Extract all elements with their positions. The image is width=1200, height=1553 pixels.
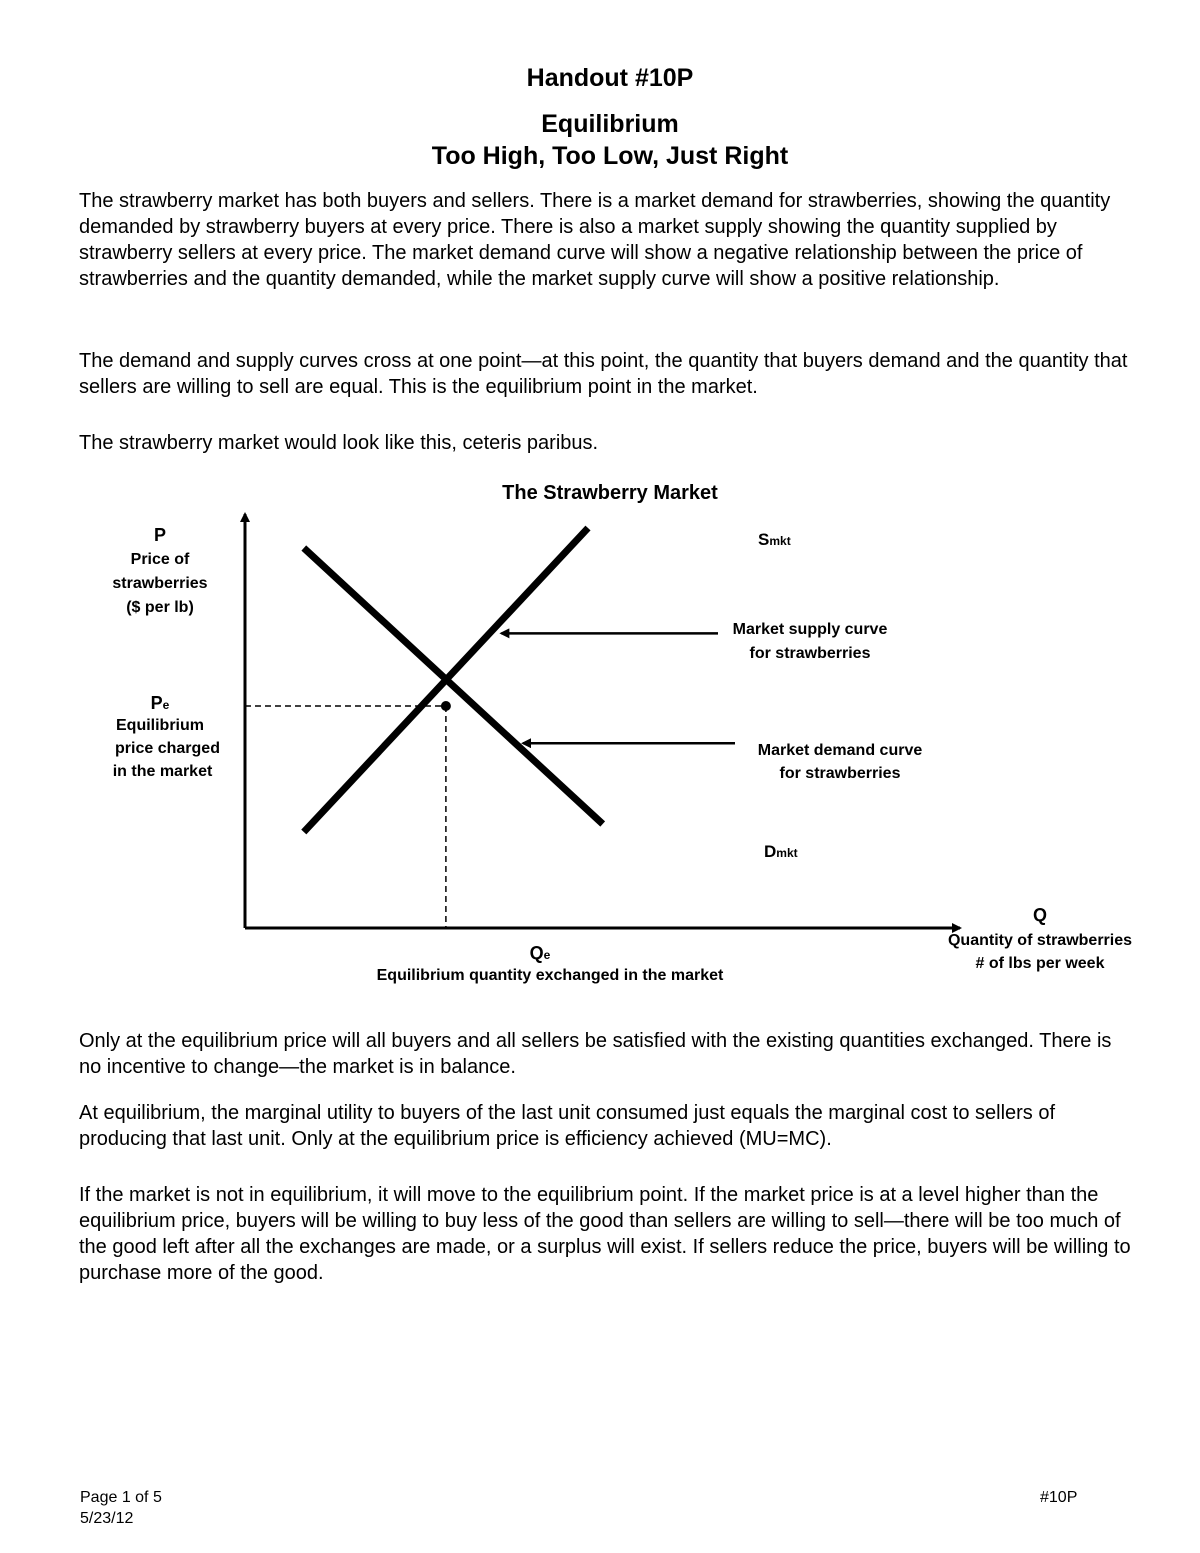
x-axis-symbol: Q	[1032, 905, 1047, 925]
paragraph-balance: Only at the equilibrium price will all buyers and all sellers be satisfied with the existing quantities exchanged. There is no incentive to change—the market is in balance.	[79, 1030, 1112, 1078]
handout-number: Handout #10P	[526, 64, 694, 92]
price-eq-main: P	[150, 693, 163, 713]
y-axis-label-2: strawberries	[112, 575, 208, 592]
x-axis-label-2: # of lbs per week	[975, 955, 1105, 972]
page-title: Equilibrium	[541, 110, 679, 138]
supply-curve-sub: mkt	[769, 534, 791, 548]
supply-annotation-1: Market supply curve	[732, 621, 888, 638]
price-eq-label-2: price charged	[115, 740, 220, 757]
equilibrium-point	[441, 701, 451, 711]
demand-curve-main: D	[764, 842, 777, 861]
y-axis-label-3: ($ per lb)	[126, 599, 194, 616]
demand-annotation-1: Market demand curve	[757, 742, 923, 759]
demand-curve-sub: mkt	[776, 846, 798, 860]
chart-title: The Strawberry Market	[502, 482, 718, 504]
paragraph-crossing: The demand and supply curves cross at one point—at this point, the quantity that buyers demand and the quantity that sellers are willing to sell are equal. This is the equilibrium point in the market.	[79, 350, 1128, 398]
paragraph-disequilibrium: If the market is not in equilibrium, it will move to the equilibrium point. If the market price is at a level higher than the equilibrium price, buyers will be willing to buy less of the good than sellers are willing to sell—there will be too much of the good left after all the exchanges are made, or a surplus will exist. If sellers reduce the price, buyers will be willing to purchase more of the good.	[79, 1184, 1131, 1284]
qty-eq-sub: e	[543, 948, 551, 962]
paragraph-efficiency: At equilibrium, the marginal utility to buyers of the last unit consumed just equals the marginal cost to sellers of producing that last unit. Only at the equilibrium price is efficiency achieved (MU=MC).	[79, 1102, 1056, 1150]
paragraph-intro: The strawberry market has both buyers and sellers. There is a market demand for strawberries, showing the quantity demanded by strawberry buyers at every price. There is also a market supply showing the quantity supplied by strawberry sellers at every price. The market demand curve will show a negative relationship between the price of strawberries and the quantity demanded, while the market supply curve will show a positive relationship.	[79, 190, 1111, 290]
price-eq-sub: e	[162, 698, 170, 712]
qty-eq-label: Equilibrium quantity exchanged in the market	[376, 967, 724, 984]
page-subtitle: Too High, Too Low, Just Right	[431, 142, 789, 170]
y-axis-symbol: P	[153, 525, 166, 545]
page-number: Page 1 of 5	[80, 1489, 162, 1506]
x-axis-label-1: Quantity of strawberries	[947, 932, 1133, 949]
paragraph-ceteris: The strawberry market would look like this, ceteris paribus.	[79, 432, 599, 454]
price-eq-label-3: in the market	[112, 763, 213, 780]
qty-eq-main: Q	[529, 943, 544, 963]
footer-date: 5/23/12	[80, 1510, 134, 1527]
supply-curve-main: S	[758, 530, 770, 549]
y-axis-label-1: Price of	[130, 551, 190, 568]
price-eq-label-1: Equilibrium	[116, 717, 204, 734]
supply-annotation-2: for strawberries	[749, 645, 871, 662]
demand-annotation-2: for strawberries	[779, 765, 901, 782]
footer-code: #10P	[1040, 1489, 1078, 1506]
